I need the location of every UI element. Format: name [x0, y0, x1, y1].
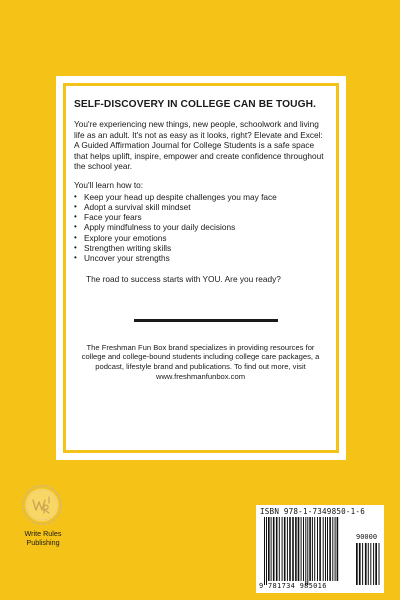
bullet-icon: •	[74, 222, 77, 232]
list-item-text: Keep your head up despite challenges you may face	[84, 191, 277, 202]
barcode-bar	[298, 517, 300, 581]
barcode-bar	[271, 517, 272, 581]
barcode-bar	[375, 543, 377, 585]
barcode-bar	[307, 517, 308, 585]
bullet-icon: •	[74, 201, 77, 211]
barcode-bar	[301, 517, 302, 581]
list-item-text: Strengthen writing skills	[84, 243, 172, 254]
barcode-bar	[327, 517, 328, 581]
bullet-icon: •	[74, 243, 77, 253]
learn-intro: You'll learn how to:	[74, 179, 144, 190]
publisher-logo	[20, 483, 64, 527]
publisher-line-1: Write Rules	[24, 529, 62, 538]
barcode-bar	[332, 517, 333, 581]
barcode-bar	[303, 517, 304, 581]
list-item-text: Explore your emotions	[84, 232, 167, 243]
barcode-bar	[329, 517, 331, 581]
barcode-bar	[379, 543, 380, 585]
barcode-bar	[312, 517, 313, 581]
barcode-bar	[317, 517, 318, 581]
barcode-bar	[305, 517, 306, 585]
description-paragraph: You're experiencing new things, new people, schoolwork and living life as an adult. It's not as easy as it looks, right? Elevate and Excel: A Guided Affirmation Journal for College Students is a safe space that helps uplift, inspire, empower and create confidence throughout the school year.	[74, 119, 324, 172]
call-to-action: The road to success starts with YOU. Are you ready?	[86, 273, 281, 284]
barcode-bar	[292, 517, 294, 581]
barcode-bar	[356, 543, 358, 585]
barcode-bar	[268, 517, 270, 581]
list-item	[74, 243, 327, 253]
barcode-bar	[335, 517, 336, 581]
bullet-icon: •	[74, 191, 77, 201]
barcode-bar	[373, 543, 374, 585]
barcode-bar	[287, 517, 288, 581]
barcode-bar	[368, 543, 369, 585]
divider-line	[134, 319, 278, 322]
bullet-icon: •	[74, 232, 77, 242]
barcode-bar	[264, 517, 265, 585]
barcode-bar	[279, 517, 280, 581]
barcode-bar	[282, 517, 283, 581]
publisher-line-2: Publishing	[26, 537, 60, 547]
barcode-bar	[289, 517, 291, 581]
barcode-bar	[359, 543, 361, 585]
list-item-text: Uncover your strengths	[84, 253, 170, 264]
back-cover-panel	[56, 76, 346, 460]
publisher-name	[14, 530, 72, 547]
ean-digits: 9 781734 985016	[259, 582, 327, 590]
learn-list	[74, 192, 327, 264]
bullet-icon: •	[74, 253, 77, 263]
barcode-bar	[319, 517, 321, 581]
barcode-bar	[284, 517, 286, 581]
barcode-bar	[266, 517, 267, 585]
list-item	[74, 253, 327, 263]
barcode-graphic	[256, 505, 384, 593]
isbn-text: ISBN 978-1-7349850-1-6	[260, 507, 365, 516]
barcode-bar	[362, 543, 363, 585]
barcode-bar	[314, 517, 315, 581]
list-item	[74, 222, 327, 232]
barcode-bar	[276, 517, 278, 581]
barcode-bar	[295, 517, 297, 581]
price-code: 90000	[356, 533, 378, 541]
barcode-bar	[273, 517, 275, 581]
barcode-bar	[370, 543, 371, 585]
list-item-text: Apply mindfulness to your daily decisions	[84, 222, 236, 233]
list-item	[74, 212, 327, 222]
list-item	[74, 233, 327, 243]
list-item-text: Face your fears	[84, 212, 142, 223]
list-item-text: Adopt a survival skill mindset	[84, 201, 191, 212]
barcode-bar	[325, 517, 326, 581]
barcode-bar	[309, 517, 311, 581]
isbn-barcode	[256, 505, 384, 593]
barcode-bar	[365, 543, 367, 585]
list-item	[74, 192, 327, 202]
panel-inner-border	[63, 83, 339, 453]
list-item	[74, 202, 327, 212]
barcode-bar	[323, 517, 324, 581]
barcode-bar	[337, 517, 339, 581]
headline: SELF-DISCOVERY IN COLLEGE CAN BE TOUGH.	[74, 99, 317, 110]
brand-blurb: The Freshman Fun Box brand specializes in providing resources for college and college-bound students including college care packages, a podcast, lifestyle brand and publications. To find out more, visit www.freshmanfunbox.com	[81, 342, 320, 381]
bullet-icon: •	[74, 212, 77, 222]
